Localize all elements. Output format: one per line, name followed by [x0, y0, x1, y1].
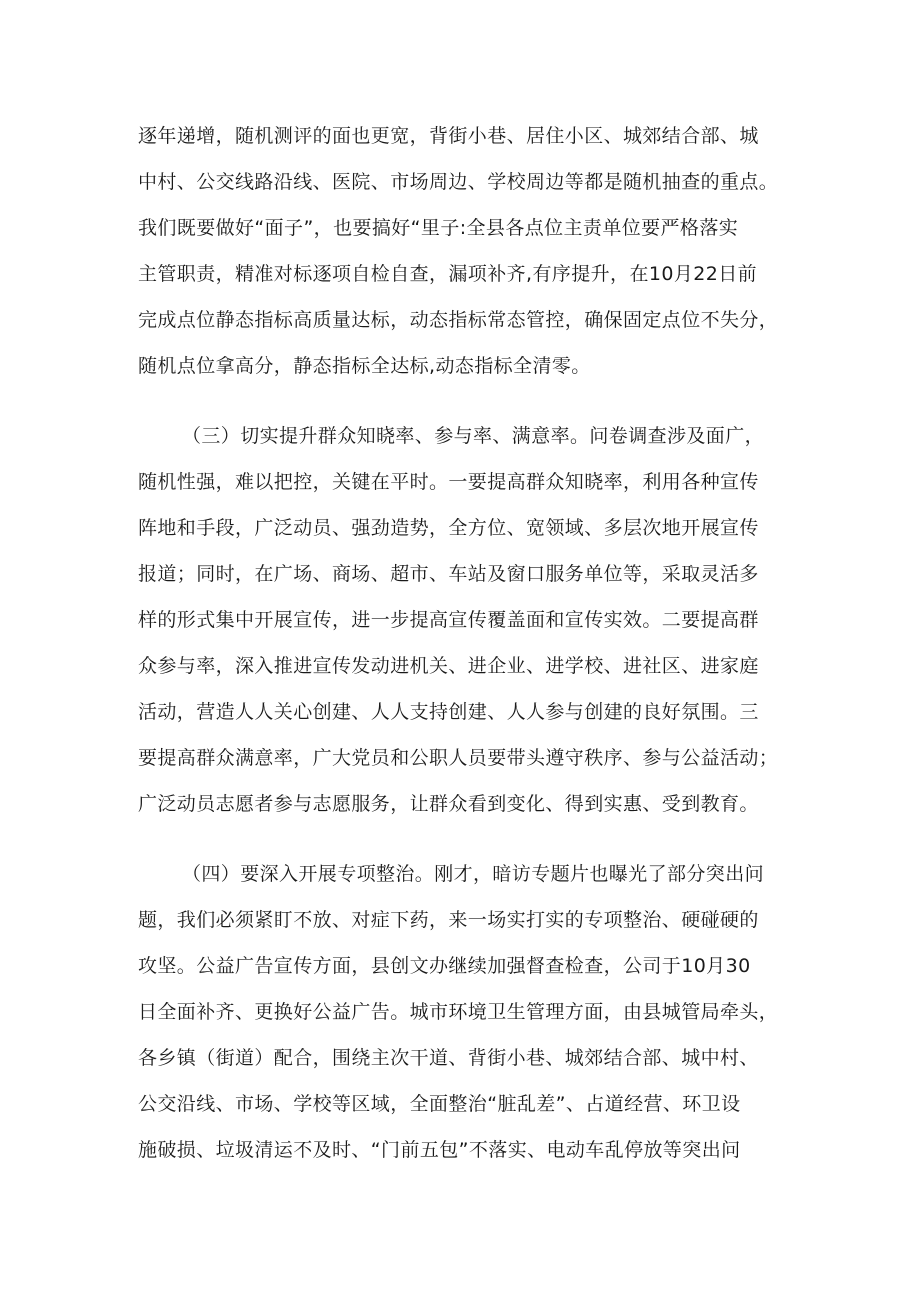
- text-line: 样的形式集中开展宣传，进一步提高宣传覆盖面和宣传实效。二要提高群: [138, 609, 759, 631]
- paragraph-section-four: [138, 851, 798, 1173]
- text-line: 随机性强，难以把控，关键在平时。一要提高群众知晓率，利用各种宣传: [138, 471, 759, 493]
- text-line: 日全面补齐、更换好公益广告。城市环境卫生管理方面，由县城管局牵头，: [138, 1001, 779, 1023]
- paragraph-section-three: [138, 413, 798, 827]
- paragraph-continuation: [138, 113, 798, 389]
- text-line: 我们既要做好“面子”，也要搞好“里子:全县各点位主责单位要严格落实: [138, 217, 739, 239]
- text-line: 施破损、垃圾清运不及时、“门前五包”不落实、电动车乱停放等突出问: [138, 1139, 741, 1161]
- text-line: 攻坚。公益广告宣传方面，县创文办继续加强督查检查，公司于10月30: [138, 955, 751, 977]
- text-line: 中村、公交线路沿线、医院、市场周边、学校周边等都是随机抽查的重点。: [138, 171, 779, 193]
- text-line: 阵地和手段，广泛动员、强劲造势，全方位、宽领域、多层次地开展宣传: [138, 517, 759, 539]
- text-line: 广泛动员志愿者参与志愿服务，让群众看到变化、得到实惠、受到教育。: [138, 793, 759, 815]
- paragraph-gap: [138, 389, 798, 413]
- text-line: （三）切实提升群众知晓率、参与率、满意率。问卷调查涉及面广，: [182, 425, 765, 447]
- text-line: 逐年递增，随机测评的面也更宽，背街小巷、居住小区、城郊结合部、城: [138, 125, 759, 147]
- text-line: 报道；同时，在广场、商场、超市、车站及窗口服务单位等，采取灵活多: [138, 563, 759, 585]
- text-line: 主管职责，精准对标逐项自检自查，漏项补齐,有序提升，在10月22日前: [138, 263, 757, 285]
- text-line: 完成点位静态指标高质量达标，动态指标常态管控，确保固定点位不失分，: [138, 309, 779, 331]
- text-line: 公交沿线、市场、学校等区域，全面整治“脏乱差”、占道经营、环卫设: [138, 1093, 741, 1115]
- paragraph-gap: [138, 827, 798, 851]
- text-line: 各乡镇（街道）配合，围绕主次干道、背街小巷、城郊结合部、城中村、: [138, 1047, 759, 1069]
- text-line: （四）要深入开展专项整治。刚才，暗访专题片也曝光了部分突出问: [182, 863, 765, 885]
- text-line: 随机点位拿高分，静态指标全达标,动态指标全清零。: [138, 355, 591, 377]
- text-line: 题，我们必须紧盯不放、对症下药，来一场实打实的专项整治、硬碰硬的: [138, 909, 759, 931]
- text-line: 活动，营造人人关心创建、人人支持创建、人人参与创建的良好氛围。三: [138, 701, 759, 723]
- text-line: 众参与率，深入推进宣传发动进机关、进企业、进学校、进社区、进家庭: [138, 655, 759, 677]
- document-body: [138, 113, 798, 1173]
- text-line: 要提高群众满意率，广大党员和公职人员要带头遵守秩序、参与公益活动；: [138, 747, 779, 769]
